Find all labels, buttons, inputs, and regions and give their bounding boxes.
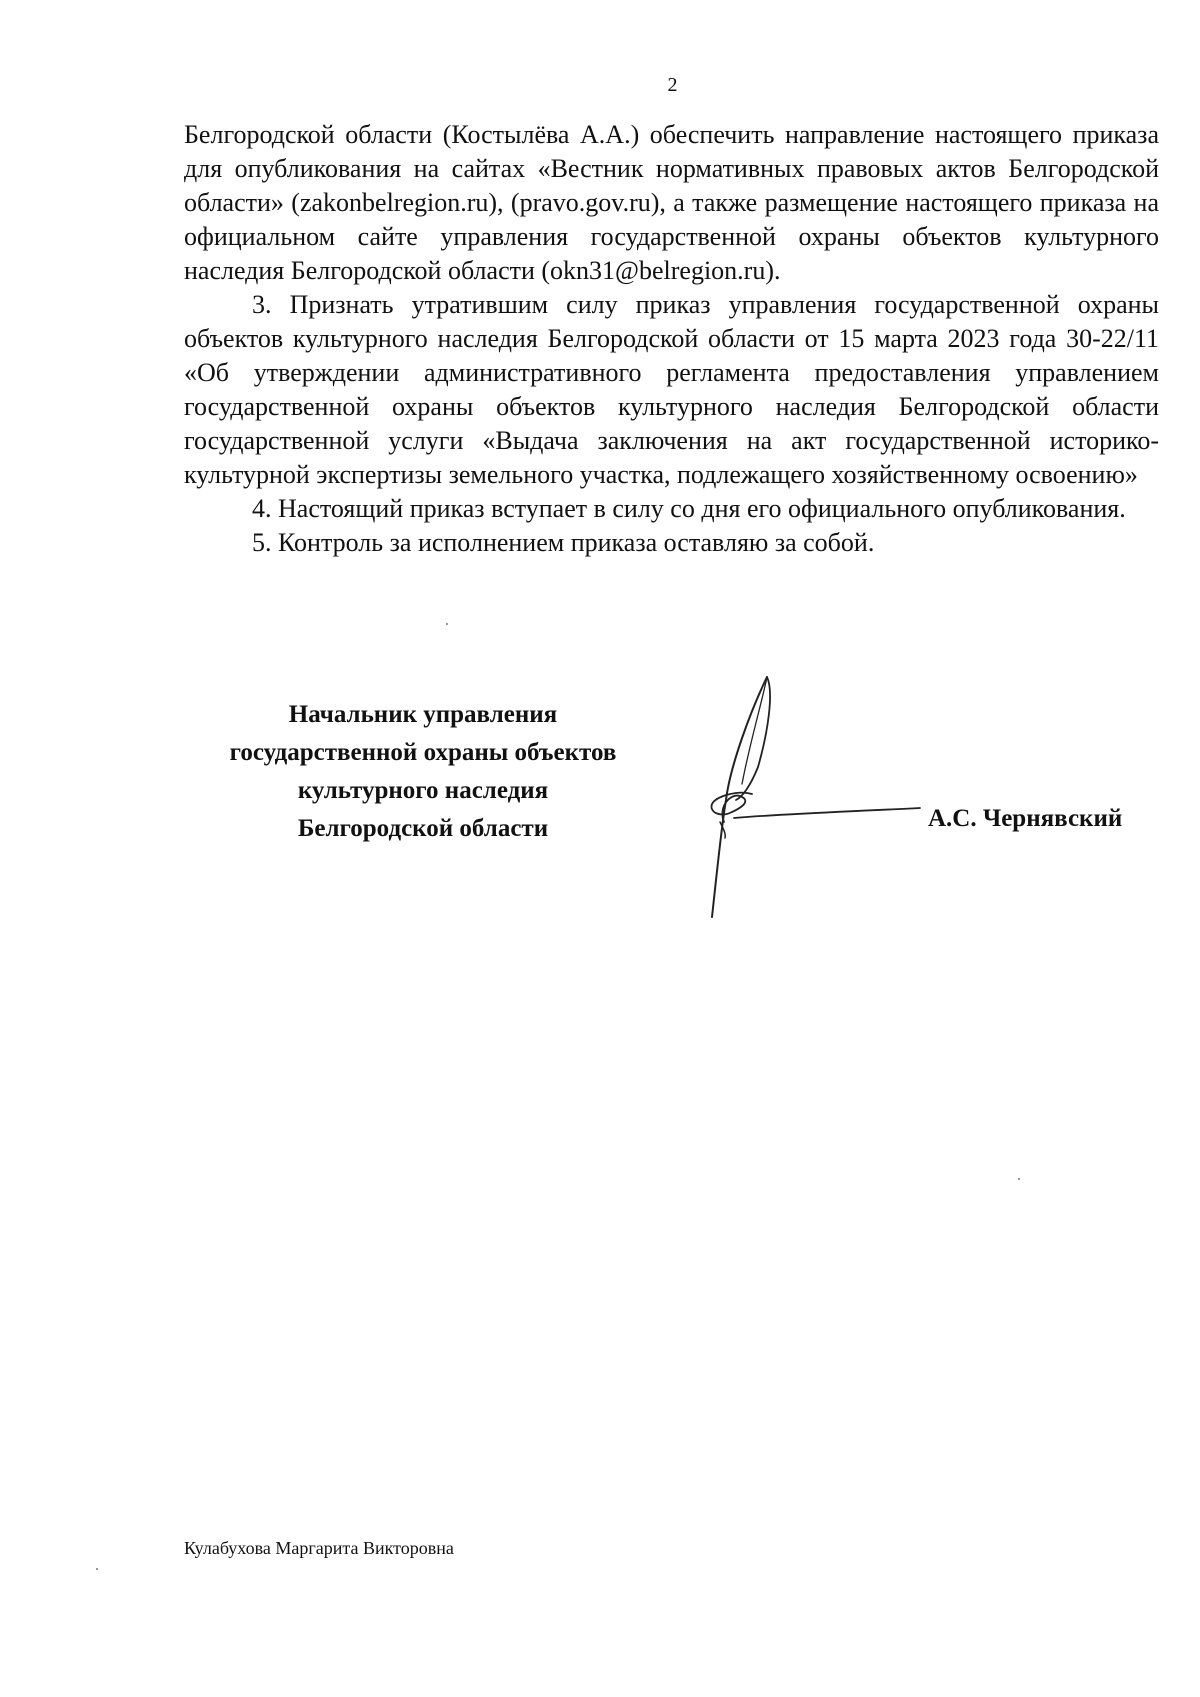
executor-name: Кулабухова Маргарита Викторовна bbox=[184, 1538, 454, 1558]
paragraph-item-3: 3. Признать утратившим силу приказ управления государственной охраны объектов культурного наследия Белгородской области от 15 марта 2023 года 30-22/11 «Об утверждении административного регламента предоставления управлением государственной охраны объектов культурного наследия Белгородской области государственной услуги «Выдача заключения на акт государственной историко-культурной экспертизы земельного участка, подлежащего хозяйственному освоению» bbox=[184, 290, 1159, 489]
signer-position-line: государственной охраны объектов bbox=[229, 739, 617, 766]
signer-position bbox=[178, 696, 668, 848]
paragraph-publication: Белгородской области (Костылёва А.А.) обеспечить направление настоящего приказа для опубликования на сайтах «Вестник нормативных правовых актов Белгородской области» (zakonbelregion.ru), (pravo.gov.ru), а также размещение настоящего приказа на официальном сайте управления государственной охраны объектов культурного наследия Белгородской области (okn31@belregion.ru). bbox=[184, 120, 1159, 285]
scan-speck bbox=[96, 1568, 98, 1570]
scan-speck bbox=[446, 623, 448, 625]
page-number: 2 bbox=[667, 74, 678, 96]
document-body bbox=[184, 118, 1159, 560]
signer-name: А.С. Чернявский bbox=[928, 805, 1123, 832]
signer-position-line: Начальник управления bbox=[288, 701, 558, 728]
paragraph-item-5: 5. Контроль за исполнением приказа оставляю за собой. bbox=[252, 528, 875, 557]
signer-position-line: Белгородской области bbox=[297, 815, 549, 842]
signer-position-line: культурного наследия bbox=[297, 777, 549, 804]
scan-speck bbox=[1018, 1178, 1020, 1180]
paragraph-item-4: 4. Настоящий приказ вступает в силу со дня его официального опубликования. bbox=[252, 494, 1126, 523]
handwritten-signature bbox=[690, 672, 940, 922]
